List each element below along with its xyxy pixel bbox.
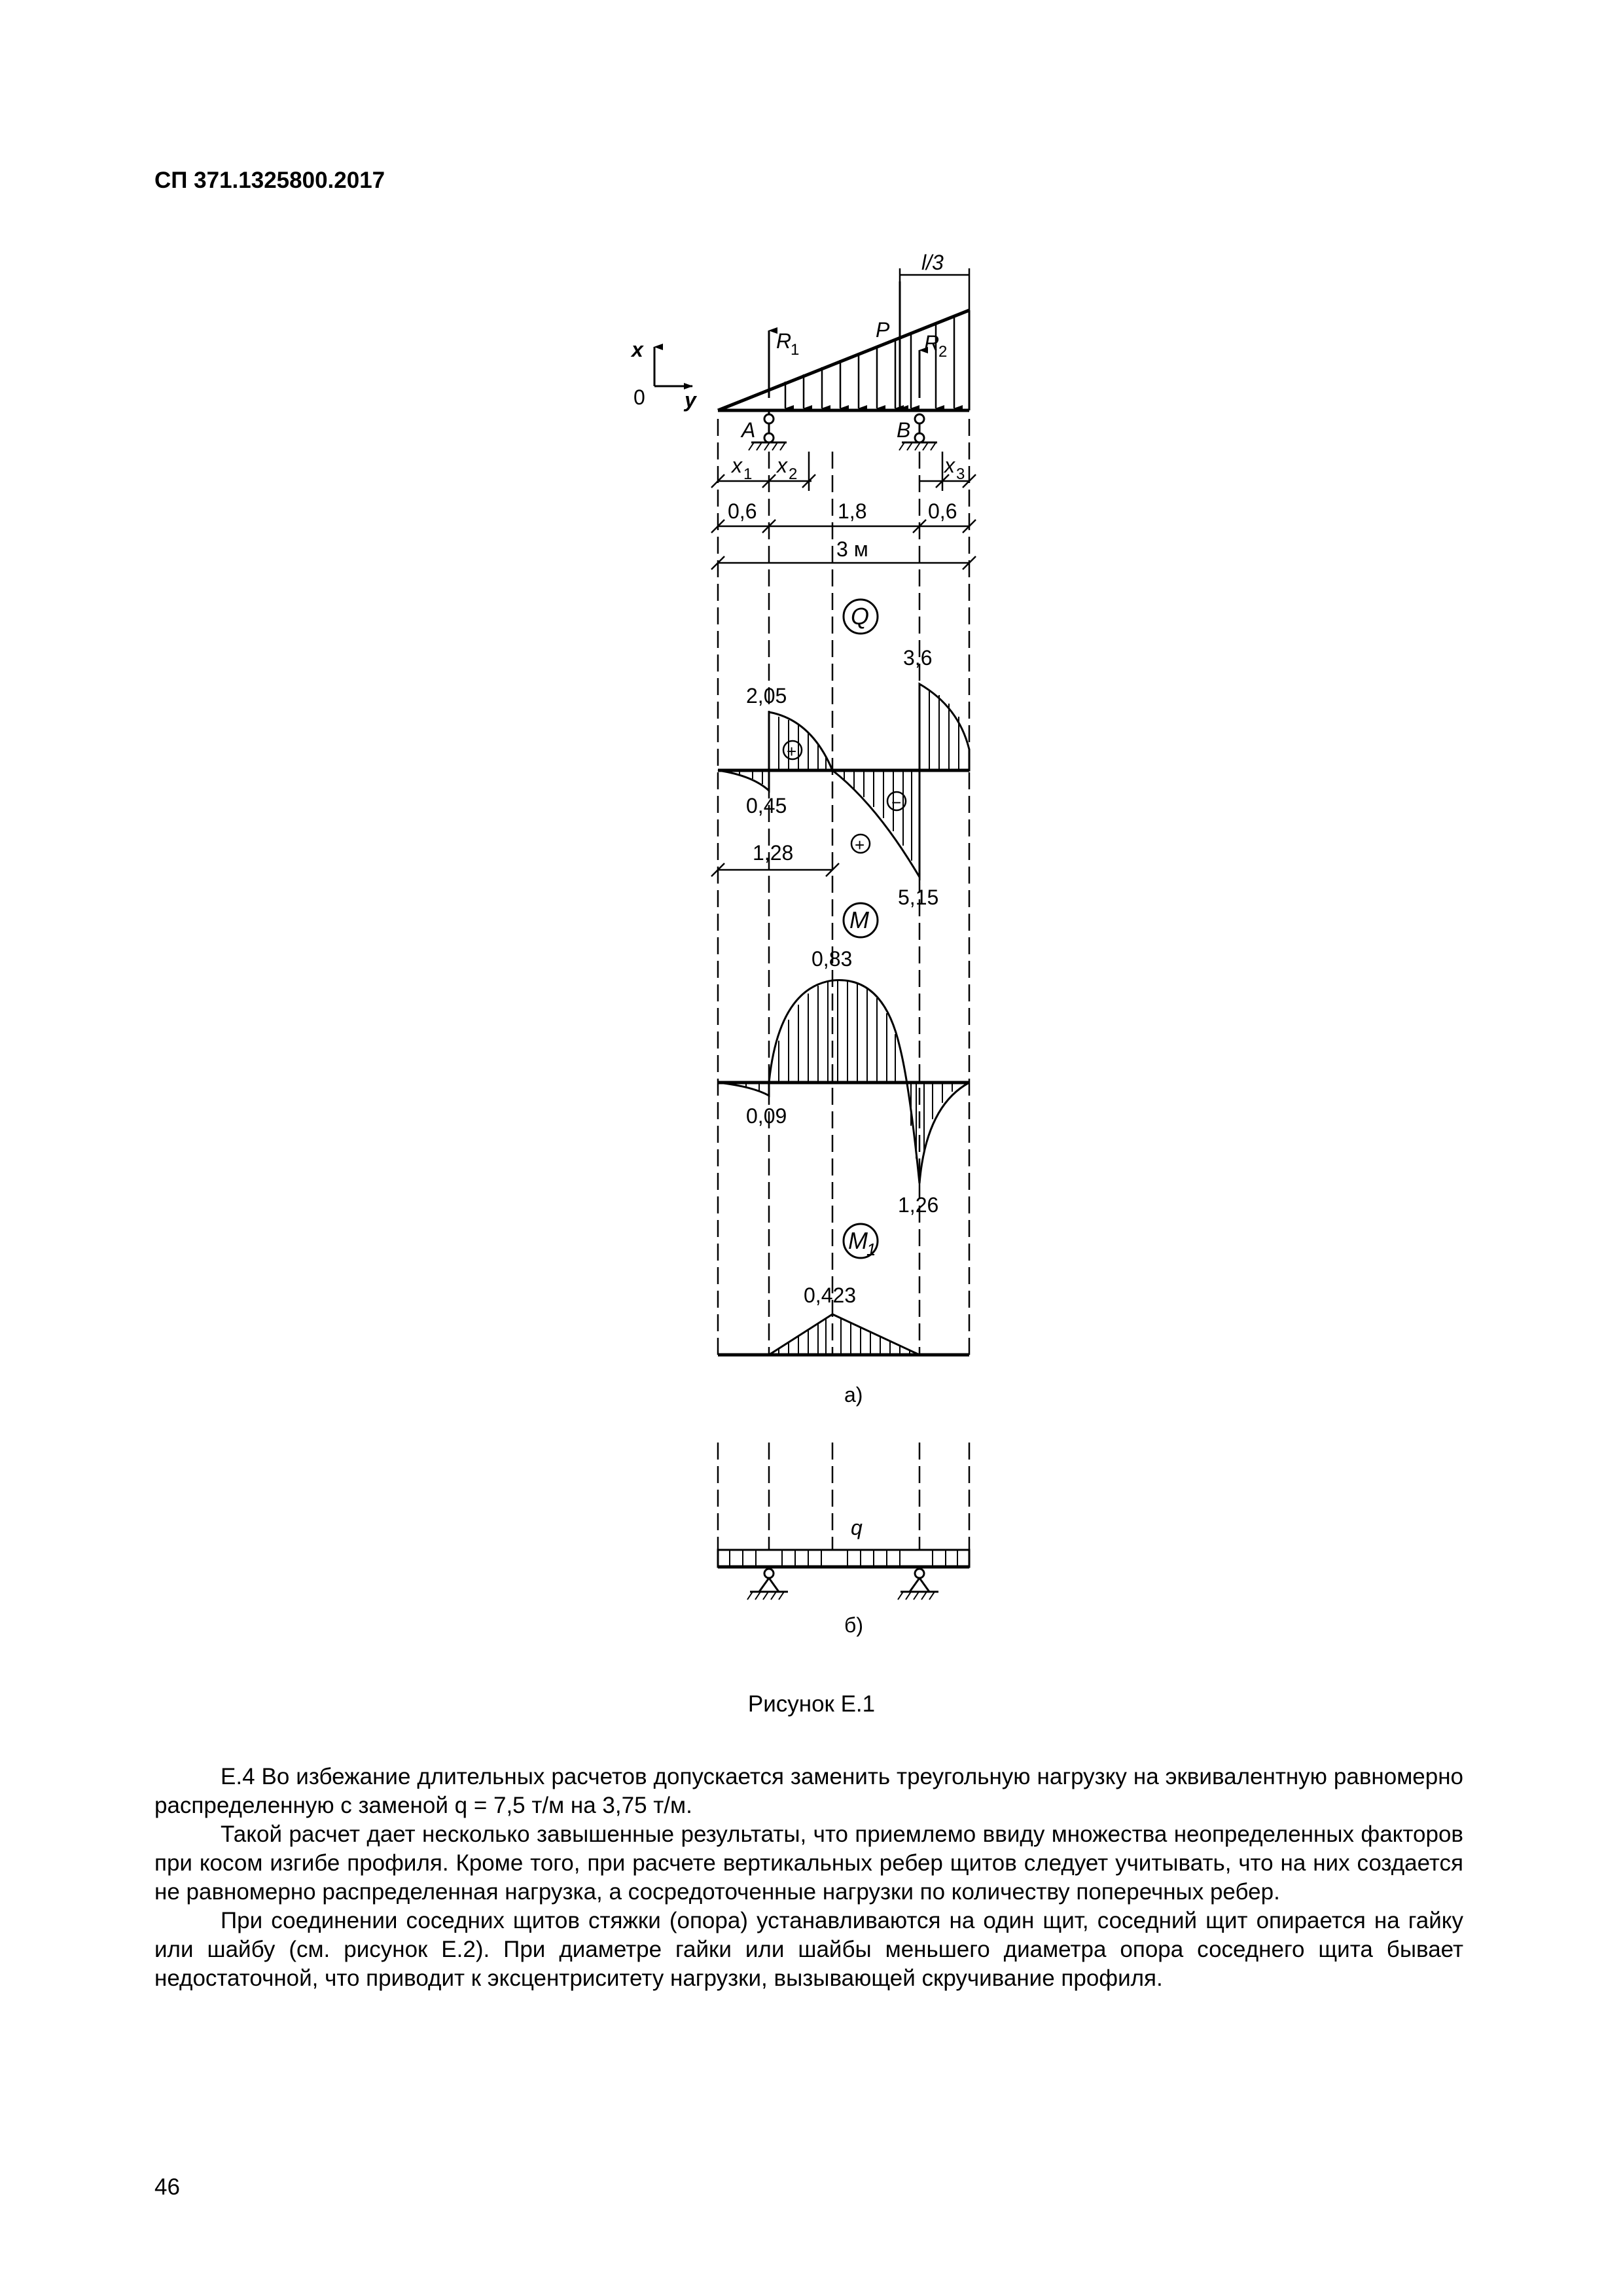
shear-force-diagram — [711, 600, 969, 877]
label-q-load: q — [851, 1516, 863, 1539]
figure-caption: Рисунок Е.1 — [747, 1691, 876, 1717]
value-5-15: 5,15 — [898, 886, 939, 909]
label-r1-sub: 1 — [791, 341, 800, 359]
sign-plus-q-1: + — [787, 742, 797, 761]
label-x3-sub: 3 — [956, 465, 965, 483]
label-origin: 0 — [633, 386, 645, 409]
dim-total: 3 м — [836, 537, 868, 561]
beam-scheme — [718, 268, 969, 450]
document-code-header: СП 371.1325800.2017 — [154, 168, 385, 193]
paragraph-e4: Е.4 Во избежание длительных расчетов допускается заменить треугольную нагрузку на эквивалентную равномерно распределенную с заменой q = 7,5 т/м на 3,75 т/м. — [154, 1764, 1463, 1818]
value-1-26: 1,26 — [898, 1193, 939, 1217]
coordinate-axes — [654, 347, 692, 386]
paragraph-overestimate: Такой расчет дает несколько завышенные результаты, что приемлемо ввиду множества неопределенных факторов при косом изгибе профиля. Кроме того, при расчете вертикальных ребер щитов следует учитывать, что на них создается не равномерно распределенная нагрузка, а сосредоточенные нагрузки по количеству поперечных ребер. — [154, 1821, 1463, 1905]
value-3-6: 3,6 — [903, 646, 933, 670]
dim-left: 0,6 — [728, 499, 757, 523]
label-x1: x — [732, 454, 742, 477]
sign-plus-q-2: + — [855, 835, 865, 855]
value-0-09: 0,09 — [746, 1104, 787, 1128]
label-q-diagram: Q — [851, 603, 870, 630]
label-l3: l/3 — [921, 251, 944, 274]
dim-right: 0,6 — [928, 499, 957, 523]
uniform-load-scheme — [718, 1443, 969, 1600]
paragraph-connection: При соединении соседних щитов стяжки (опора) устанавливаются на один щит, соседний щит опирается на гайку или шайбу (см. рисунок Е.2). При диаметре гайки или шайбы меньшего диаметра опора соседнего щита бывает недостаточной, что приводит к эксцентриситету нагрузки, вызывающей скручивание профиля. — [154, 1908, 1463, 1991]
label-support-a: A — [741, 418, 756, 442]
sign-minus-q: − — [891, 793, 902, 812]
label-m1-sub: 1 — [866, 1240, 876, 1259]
body-text — [154, 1763, 1463, 1993]
label-support-b: B — [897, 418, 911, 442]
subfigure-b-label: б) — [844, 1613, 863, 1637]
subfigure-a-label: а) — [844, 1383, 863, 1407]
label-m-diagram: M — [849, 906, 869, 933]
bending-moment-diagram — [718, 903, 969, 1183]
label-x2-sub: 2 — [789, 465, 798, 483]
label-r2: R — [924, 331, 940, 355]
label-m1-diagram: M — [848, 1227, 868, 1254]
label-x2: x — [777, 454, 787, 477]
page-number: 46 — [154, 2174, 180, 2200]
label-y-axis: y — [685, 388, 696, 412]
label-x3: x — [944, 454, 955, 477]
dim-mid: 1,8 — [838, 499, 867, 523]
label-r2-sub: 2 — [938, 343, 948, 361]
label-r1: R — [776, 329, 792, 353]
value-2-05: 2,05 — [746, 684, 787, 708]
label-x1-sub: 1 — [743, 465, 753, 483]
value-1-28: 1,28 — [753, 841, 794, 865]
value-0-423: 0,423 — [804, 1283, 857, 1307]
label-x-axis: x — [632, 338, 643, 361]
value-0-45: 0,45 — [746, 794, 787, 817]
label-p: P — [876, 318, 890, 342]
value-0-83: 0,83 — [812, 947, 853, 971]
